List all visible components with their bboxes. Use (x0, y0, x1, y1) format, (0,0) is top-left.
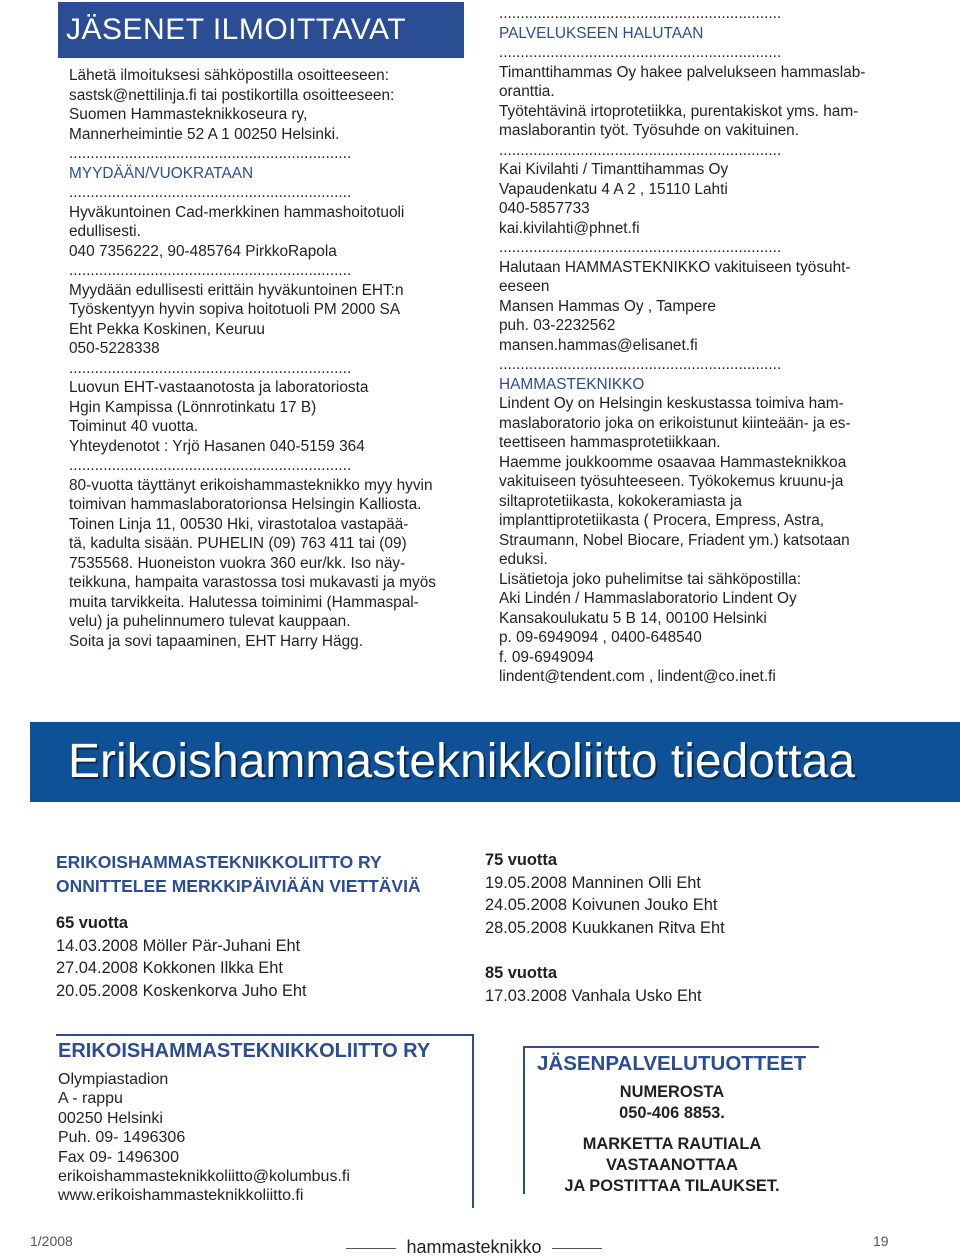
intro-line: sastsk@nettilinja.fi tai postikortilla osoitteeseen: (69, 86, 395, 104)
ad-line: Yhteydenotot : Yrjö Hasanen 040-5159 364 (69, 437, 365, 455)
ad-line: 040 7356222, 90-485764 PirkkoRapola (69, 242, 337, 260)
intro-line: Lähetä ilmoituksesi sähköpostilla osoitteeseen: (69, 67, 389, 84)
group-entry: 27.04.2008 Kokkonen Ilkka Eht (56, 959, 283, 978)
ad-line: toimivan hammaslaboratorionsa Helsingin Kalliosta. (69, 496, 422, 513)
separator: .................................................................. (69, 184, 352, 201)
section-heading-wanted: PALVELUKSEEN HALUTAAN (499, 24, 704, 42)
ad-line: Kai Kivilahti / Timanttihammas Oy (499, 161, 729, 178)
ad-line: Luovun EHT-vastaanotosta ja laboratoriosta (69, 379, 369, 396)
ad-line: maslaborantin työt. Työsuhde on vakituinen. (499, 122, 800, 139)
congrats-heading (56, 850, 476, 898)
service-line: JA POSTITTAA TILAUKSET. (564, 1177, 780, 1195)
ad-line: teettiseen hammasprotetiikkaan. (499, 434, 721, 451)
service-line: MARKETTA RAUTIALA VASTAANOTTAA (582, 1135, 762, 1174)
ad-line: puh. 03-2232562 (499, 317, 616, 334)
intro-line: Suomen Hammasteknikkoseura ry, (69, 106, 308, 123)
ad-line: Työskentyyn hyvin sopiva hoitotuoli PM 2000 SA (69, 301, 401, 318)
group-entry: 14.03.2008 Möller Pär-Juhani Eht (56, 936, 301, 955)
group-entry: 20.05.2008 Koskenkorva Juho Eht (56, 982, 307, 1001)
contact-line: 00250 Helsinki (58, 1109, 163, 1127)
ad-line: Soita ja sovi tapaaminen, EHT Harry Hägg. (69, 632, 363, 650)
ad-line: Myydään edullisesti erittäin hyväkuntoinen EHT:n (69, 281, 404, 299)
congrats-section (56, 850, 476, 1003)
ad-line: mansen.hammas@elisanet.fi (499, 336, 698, 354)
ad-line: Haemme joukkoomme osaavaa Hammasteknikkoa (499, 453, 847, 471)
ad-line: siltaprotetiikasta, kokokeramiasta ja (499, 492, 742, 510)
separator: .................................................................. (69, 262, 352, 279)
separator: .................................................................. (69, 145, 352, 162)
section-title-box (58, 2, 464, 58)
congrats-group-65 (56, 912, 476, 1003)
intro-line: Mannerheimintie 52 A 1 00250 Helsinki. (69, 125, 340, 143)
separator: .................................................................. (499, 5, 782, 22)
service-box-title: JÄSENPALVELUTUOTTEET (537, 1052, 807, 1075)
contact-line: Puh. 09- 1496306 (58, 1129, 186, 1147)
ad-line: Aki Lindén / Hammaslaboratorio Lindent Oy (499, 590, 797, 607)
ad-laboratory-sale (69, 476, 465, 652)
group-label: 75 vuotta (485, 851, 557, 869)
contact-line: Olympiastadion (58, 1071, 169, 1088)
ad-line: edullisesti. (69, 223, 141, 240)
ad-line: lindent@tendent.com , lindent@co.inet.fi (499, 668, 776, 685)
contact-line: A - rappu (58, 1090, 123, 1108)
separator: .................................................................. (69, 457, 352, 474)
ad-dental-chair (69, 203, 465, 262)
ad-line: Toiminut 40 vuotta. (69, 418, 199, 435)
separator: .................................................................. (499, 141, 782, 159)
service-box-body (525, 1082, 819, 1197)
ad-line: velu) ja puhelinnumero tulevat kauppaan. (69, 613, 351, 630)
congrats-group-75 (485, 849, 905, 940)
ad-line: Lindent Oy on Helsingin keskustassa toimiva ham- (499, 395, 844, 412)
congrats-heading-line: ERIKOISHAMMASTEKNIKKOLIITTO RY (56, 852, 382, 872)
congrats-heading-line: ONNITTELEE MERKKIPÄIVIÄÄN VIETTÄVIÄ (56, 876, 421, 896)
contact-line: Fax 09- 1496300 (58, 1148, 179, 1166)
section-title: JÄSENET ILMOITTAVAT (66, 13, 407, 46)
contact-box (56, 1034, 474, 1208)
ad-line: implanttiprotetiikasta ( Procera, Empress, Astra, (499, 512, 825, 529)
group-entry: 17.03.2008 Vanhala Usko Eht (485, 986, 702, 1005)
footer-magazine-name: hammasteknikko (406, 1237, 542, 1257)
ad-line: Mansen Hammas Oy , Tampere (499, 297, 716, 315)
ad-line: Straumann, Nobel Biocare, Friadent ym.) katsotaan (499, 531, 850, 549)
ad-line: Hgin Kampissa (Lönnrotinkatu 17 B) (69, 398, 317, 416)
ad-line: eeseen (499, 278, 550, 295)
ad-line: teikkuna, hampaita varastossa tosi mukavasti ja myös (69, 574, 436, 591)
ad-treatment-chair (69, 281, 465, 359)
footer-rule-right (552, 1248, 602, 1249)
ad-line: Työtehtävinä irtoprotetiikka, purentakiskot yms. ham- (499, 102, 859, 120)
banner (30, 722, 960, 802)
contact-box-title: ERIKOISHAMMASTEKNIKKOLIITTO RY (58, 1040, 431, 1062)
group-entry: 28.05.2008 Kuukkanen Ritva Eht (485, 919, 725, 938)
footer-page-number: 19 (873, 1233, 889, 1249)
ad-line: 040-5857733 (499, 200, 590, 217)
section-heading-for-sale: MYYDÄÄN/VUOKRATAAN (69, 164, 254, 182)
ad-line: Timanttihammas Oy hakee palvelukseen hammaslab- (499, 63, 866, 81)
ad-line: maslaboratorio joka on erikoistunut kiinteään- ja es- (499, 414, 851, 432)
ad-line: oranttia. (499, 83, 555, 100)
service-phone: 050-406 8853. (619, 1104, 725, 1122)
ad-line: tä, kadulta sisään. PUHELIN (09) 763 411 tai (09) (69, 535, 407, 552)
ad-line: 050-5228338 (69, 340, 160, 357)
group-entry: 24.05.2008 Koivunen Jouko Eht (485, 896, 718, 915)
ad-line: f. 09-6949094 (499, 648, 594, 666)
intro (69, 66, 465, 144)
left-column (69, 66, 465, 651)
ad-lindent (499, 394, 895, 687)
contact-box-body (58, 1070, 350, 1206)
ad-line: Kansakoulukatu 5 B 14, 00100 Helsinki (499, 609, 767, 627)
separator: .................................................................. (499, 239, 782, 256)
group-label: 65 vuotta (56, 914, 128, 932)
ad-heading-hammasteknikko: HAMMASTEKNIKKO (499, 375, 645, 393)
group-entry: 19.05.2008 Manninen Olli Eht (485, 873, 701, 892)
ad-line: Hyväkuntoinen Cad-merkkinen hammashoitotuoli (69, 203, 405, 221)
ad-line: Halutaan HAMMASTEKNIKKO vakituiseen työsuht- (499, 258, 851, 276)
ad-line: eduksi. (499, 551, 548, 568)
ad-line: Lisätietoja joko puhelimitse tai sähköpostilla: (499, 570, 801, 588)
ad-line: Vapaudenkatu 4 A 2 , 15110 Lahti (499, 180, 728, 198)
service-line: NUMEROSTA (619, 1083, 725, 1101)
ad-line: p. 09-6949094 , 0400-648540 (499, 629, 702, 646)
service-box (523, 1046, 819, 1194)
ad-line: muita tarvikkeita. Halutessa toiminimi (Hammaspal- (69, 593, 419, 611)
contact-website[interactable]: www.erikoishammasteknikkoliitto.fi (58, 1187, 304, 1205)
contact-email[interactable]: erikoishammasteknikkoliitto@kolumbus.fi (58, 1168, 350, 1186)
service-spacer (525, 1124, 819, 1134)
ad-contact-kivilahti (499, 160, 895, 238)
ad-mansen-hammas (499, 258, 895, 356)
ad-line: 80-vuotta täyttänyt erikoishammasteknikko myy hyvin (69, 476, 433, 494)
footer-issue: 1/2008 (30, 1233, 73, 1249)
ad-practice-sale (69, 378, 465, 456)
ad-timanttihammas (499, 63, 895, 141)
right-column (499, 4, 895, 687)
congrats-group-85 (485, 962, 905, 1007)
ad-line: 7535568. Huoneiston vuokra 360 eur/kk. Iso näy- (69, 554, 406, 572)
separator: .................................................................. (499, 44, 782, 61)
ad-line: Toinen Linja 11, 00530 Hki, virastotaloa vastapää- (69, 515, 409, 533)
ad-line: kai.kivilahti@phnet.fi (499, 219, 640, 237)
footer-rule-left (346, 1248, 396, 1249)
group-label: 85 vuotta (485, 963, 557, 982)
separator: .................................................................. (499, 356, 782, 373)
separator: .................................................................. (69, 359, 352, 377)
banner-title: Erikoishammasteknikkoliitto tiedottaa (68, 735, 856, 788)
ad-line: vakituiseen työsuhteeseen. Työkokemus kruunu-ja (499, 473, 844, 490)
ad-line: Eht Pekka Koskinen, Keuruu (69, 320, 265, 338)
congrats-groups-right (485, 849, 905, 1007)
